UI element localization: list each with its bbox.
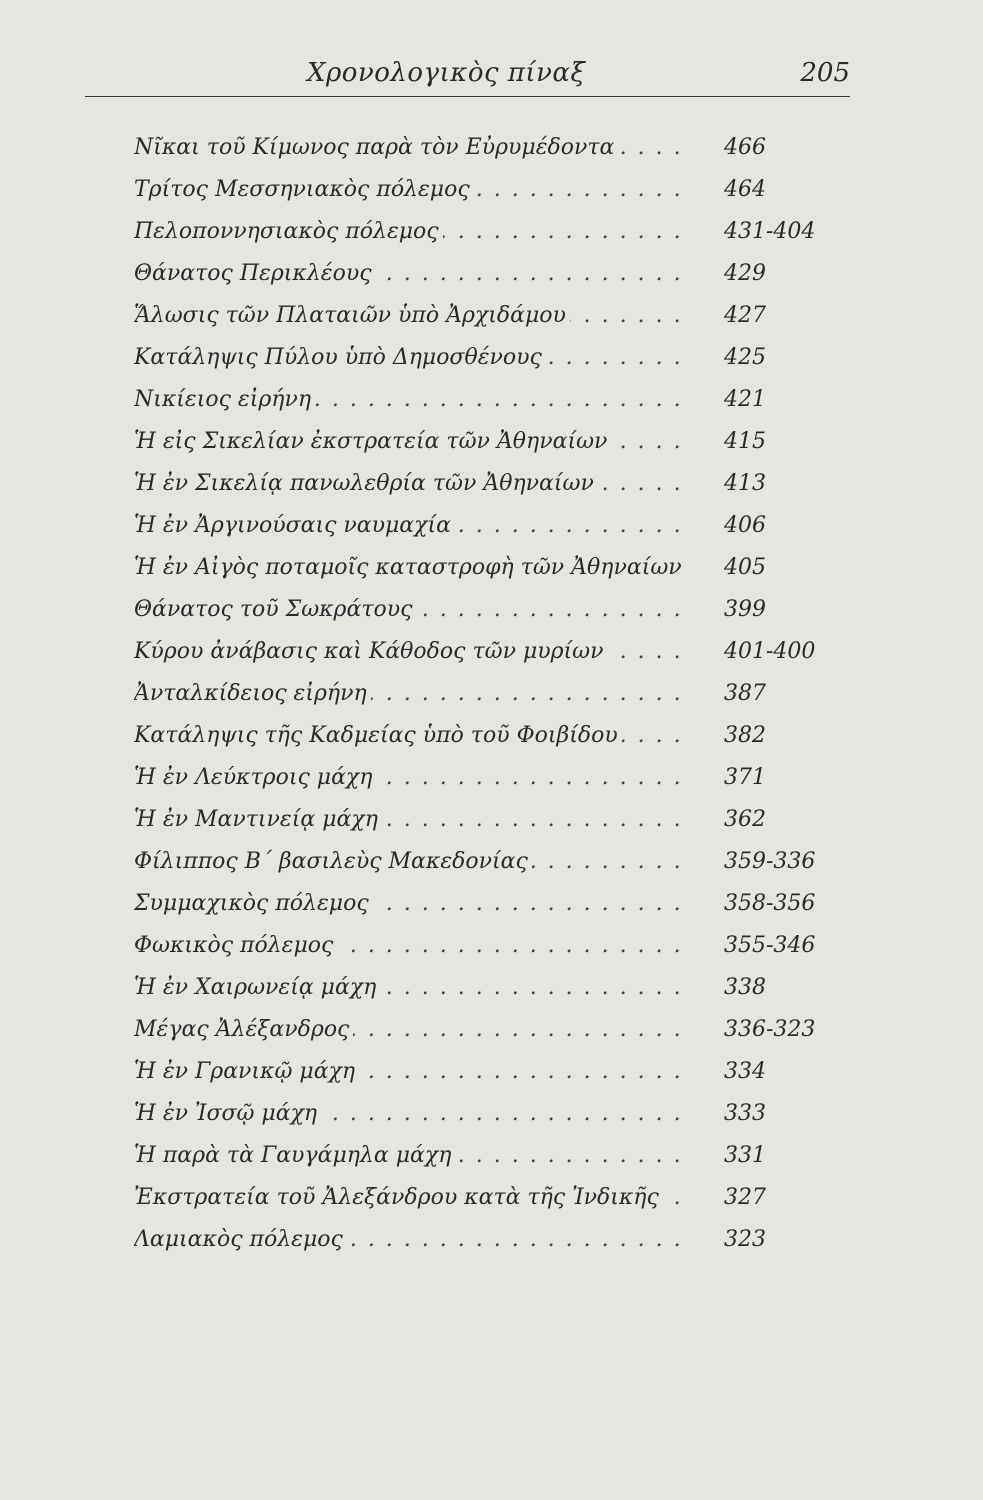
list-item xyxy=(134,169,834,211)
entry-event: Ἐκστρατεία τοῦ Ἀλεξάνδρου κατὰ τῆς Ἰνδικῆς xyxy=(134,1185,663,1210)
entry-date: 401-400 xyxy=(724,639,816,664)
entry-event-container xyxy=(134,673,689,715)
entry-event: Ἡ παρὰ τὰ Γαυγάμηλα μάχη xyxy=(134,1143,455,1168)
entry-event-container xyxy=(134,1135,689,1177)
entry-date: 387 xyxy=(724,681,766,706)
entry-date: 425 xyxy=(724,345,766,370)
entry-event: Ἡ ἐν Χαιρωνείᾳ μάχη xyxy=(134,975,380,1000)
entry-event: Ἡ ἐν Γρανικῷ μάχη xyxy=(134,1059,359,1084)
entry-event-container xyxy=(134,883,689,925)
entry-event: Ἀνταλκίδειος εἰρήνη xyxy=(134,681,371,706)
entry-event-container xyxy=(134,757,689,799)
entry-event-container xyxy=(134,505,689,547)
entry-date: 371 xyxy=(724,765,766,790)
entry-event-container xyxy=(134,1177,689,1219)
list-item xyxy=(134,337,834,379)
entry-event: Συμμαχικὸς πόλεμος xyxy=(134,891,373,916)
entry-date: 464 xyxy=(724,177,766,202)
list-item xyxy=(134,799,834,841)
list-item xyxy=(134,757,834,799)
list-item xyxy=(134,379,834,421)
entry-event: Ἡ ἐν Ἰσσῷ μάχη xyxy=(134,1101,321,1126)
entry-event: Ἡ ἐν Λεύκτροις μάχη xyxy=(134,765,376,790)
entry-event: Πελοποννησιακὸς πόλεμος xyxy=(134,219,443,244)
entry-date: 333 xyxy=(724,1101,766,1126)
entry-date: 427 xyxy=(724,303,766,328)
list-item xyxy=(134,715,834,757)
list-item xyxy=(134,1177,834,1219)
entry-date: 336-323 xyxy=(724,1017,816,1042)
entry-event-container xyxy=(134,1009,689,1051)
list-item xyxy=(134,883,834,925)
entry-event-container xyxy=(134,253,689,295)
entry-date: 466 xyxy=(724,135,766,160)
list-item xyxy=(134,631,834,673)
entry-event-container xyxy=(134,1093,689,1135)
entry-date: 413 xyxy=(724,471,766,496)
entry-event: Τρίτος Μεσσηνιακὸς πόλεμος xyxy=(134,177,474,202)
list-item xyxy=(134,1051,834,1093)
entry-event: Μέγας Ἀλέξανδρος xyxy=(134,1017,353,1042)
entry-date: 358-356 xyxy=(724,891,816,916)
list-item xyxy=(134,925,834,967)
list-item xyxy=(134,589,834,631)
entry-date: 334 xyxy=(724,1059,766,1084)
entry-event-container xyxy=(134,295,689,337)
entry-event: Λαμιακὸς πόλεμος xyxy=(134,1227,347,1252)
entry-event: Θάνατος τοῦ Σωκράτους xyxy=(134,597,416,622)
page-number: 205 xyxy=(800,58,850,88)
header-rule xyxy=(85,96,850,97)
list-item xyxy=(134,421,834,463)
entry-date: 327 xyxy=(724,1185,766,1210)
entry-event: Ἡ ἐν Ἀργινούσαις ναυμαχία xyxy=(134,513,455,538)
entry-event-container xyxy=(134,589,689,631)
entry-event-container xyxy=(134,547,689,589)
entry-date: 405 xyxy=(724,555,766,580)
entry-event: Ἡ ἐν Αἰγὸς ποταμοῖς καταστροφὴ τῶν Ἀθηναίων xyxy=(134,555,686,580)
list-item xyxy=(134,505,834,547)
entry-event: Νικίειος εἰρήνη xyxy=(134,387,315,412)
entry-date: 429 xyxy=(724,261,766,286)
list-item xyxy=(134,211,834,253)
page-header xyxy=(85,58,850,98)
chronology-list xyxy=(134,127,834,1261)
entry-event: Ἅλωσις τῶν Πλαταιῶν ὑπὸ Ἀρχιδάμου xyxy=(134,303,570,328)
entry-event-container xyxy=(134,211,689,253)
list-item xyxy=(134,253,834,295)
entry-event-container xyxy=(134,1051,689,1093)
entry-event-container xyxy=(134,379,689,421)
entry-date: 323 xyxy=(724,1227,766,1252)
entry-event: Κύρου ἀνάβασις καὶ Κάθοδος τῶν μυρίων xyxy=(134,639,608,664)
entry-event: Ἡ εἰς Σικελίαν ἐκστρατεία τῶν Ἀθηναίων xyxy=(134,429,611,454)
entry-date: 362 xyxy=(724,807,766,832)
list-item xyxy=(134,841,834,883)
entry-event-container xyxy=(134,127,689,169)
entry-event-container xyxy=(134,841,689,883)
entry-date: 406 xyxy=(724,513,766,538)
entry-date: 355-346 xyxy=(724,933,816,958)
list-item xyxy=(134,673,834,715)
list-item xyxy=(134,1009,834,1051)
entry-event-container xyxy=(134,421,689,463)
entry-event: Ἡ ἐν Σικελίᾳ πανωλεθρία τῶν Ἀθηναίων xyxy=(134,471,598,496)
entry-date: 431-404 xyxy=(724,219,816,244)
list-item xyxy=(134,1219,834,1261)
list-item xyxy=(134,295,834,337)
list-item xyxy=(134,463,834,505)
entry-date: 382 xyxy=(724,723,766,748)
list-item xyxy=(134,127,834,169)
entry-date: 415 xyxy=(724,429,766,454)
entry-event-container xyxy=(134,337,689,379)
list-item xyxy=(134,1135,834,1177)
entry-date: 359-336 xyxy=(724,849,816,874)
entry-event: Νῖκαι τοῦ Κίμωνος παρὰ τὸν Εὐρυμέδοντα xyxy=(134,135,618,160)
entry-event: Φίλιππος Β΄ βασιλεὺς Μακεδονίας xyxy=(134,849,532,874)
entry-event: Κατάληψις Πύλου ὑπὸ Δημοσθένους xyxy=(134,345,546,370)
entry-event-container xyxy=(134,799,689,841)
list-item xyxy=(134,967,834,1009)
page-title: Χρονολογικὸς πίναξ xyxy=(307,58,586,88)
entry-date: 421 xyxy=(724,387,766,412)
list-item xyxy=(134,547,834,589)
entry-event: Φωκικὸς πόλεμος xyxy=(134,933,337,958)
entry-event: Ἡ ἐν Μαντινείᾳ μάχη xyxy=(134,807,382,832)
entry-event-container xyxy=(134,967,689,1009)
entry-date: 338 xyxy=(724,975,766,1000)
entry-event: Κατάληψις τῆς Καδμείας ὑπὸ τοῦ Φοιβίδου xyxy=(134,723,622,748)
entry-date: 331 xyxy=(724,1143,766,1168)
entry-date: 399 xyxy=(724,597,766,622)
list-item xyxy=(134,1093,834,1135)
entry-event-container xyxy=(134,715,689,757)
entry-event-container xyxy=(134,463,689,505)
entry-event-container xyxy=(134,925,689,967)
entry-event-container xyxy=(134,169,689,211)
entry-event: Θάνατος Περικλέους xyxy=(134,261,376,286)
entry-event-container xyxy=(134,1219,689,1261)
entry-event-container xyxy=(134,631,689,673)
